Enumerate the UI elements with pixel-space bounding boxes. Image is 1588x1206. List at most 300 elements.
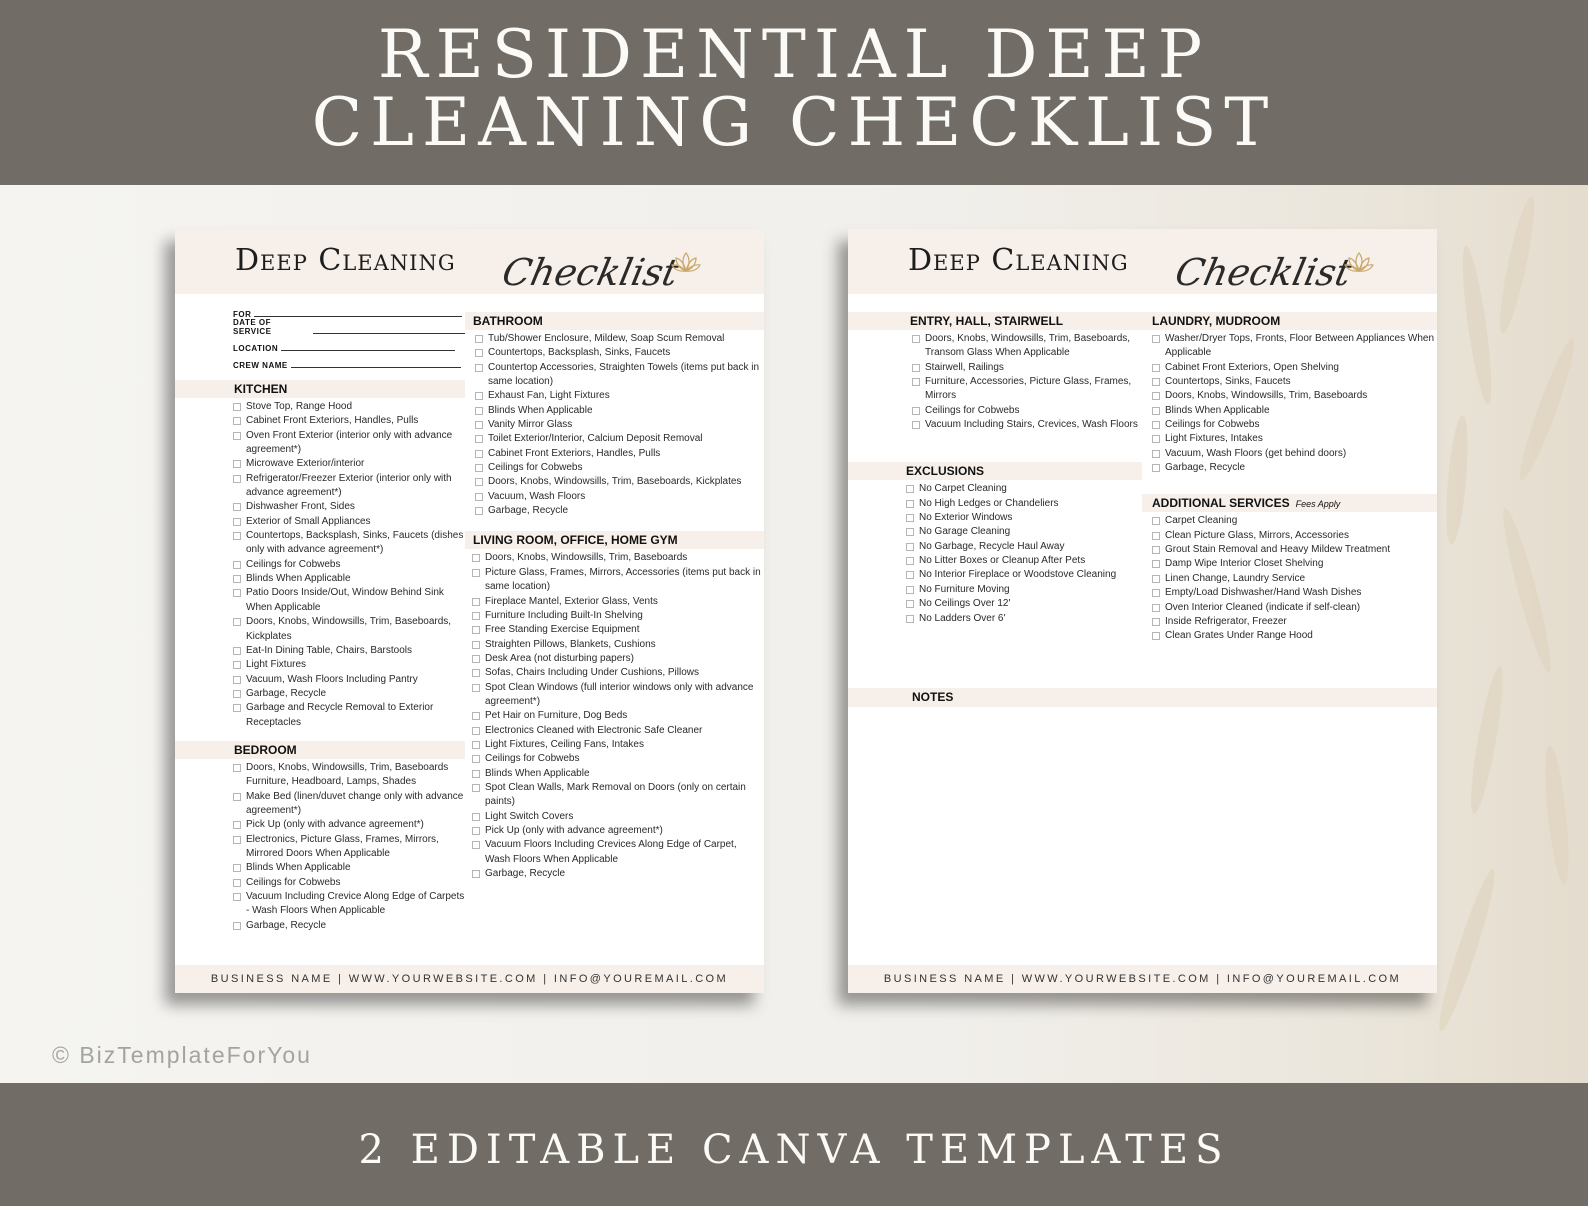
checkbox[interactable] bbox=[1152, 517, 1160, 525]
checkbox[interactable] bbox=[233, 403, 241, 411]
checkbox[interactable] bbox=[912, 364, 920, 372]
page-header bbox=[175, 229, 764, 294]
checklist-item-label: Ceilings for Cobwebs bbox=[485, 753, 580, 765]
checklist-item bbox=[1152, 586, 1437, 600]
checkbox[interactable] bbox=[912, 335, 920, 343]
checklist-item-label: Ceilings for Cobwebs bbox=[246, 876, 341, 888]
checklist-item bbox=[906, 511, 1142, 525]
checklist-item bbox=[233, 429, 465, 458]
checklist-item-label: Vacuum Floors Including Crevices Along Edge of Carpet, Wash Floors When Applicable bbox=[485, 839, 737, 865]
checkbox[interactable] bbox=[233, 460, 241, 468]
checkbox[interactable] bbox=[233, 647, 241, 655]
checklist-item-label: Picture Glass, Frames, Mirrors, Accessories (items put back in same location) bbox=[485, 566, 761, 593]
checklist-item-label: Stove Top, Range Hood bbox=[246, 401, 353, 412]
checkbox[interactable] bbox=[472, 569, 480, 577]
page-title-script: Checklist bbox=[498, 251, 683, 294]
checkbox[interactable] bbox=[472, 741, 480, 749]
fees-apply-note: Fees Apply bbox=[1295, 499, 1341, 510]
banner-title-line1: RESIDENTIAL DEEP bbox=[377, 16, 1211, 93]
checklist-item bbox=[233, 414, 465, 428]
checklist-item-label: Pick Up (only with advance agreement*) bbox=[485, 825, 663, 836]
checkbox[interactable] bbox=[472, 712, 480, 720]
checklist-item bbox=[906, 554, 1142, 568]
checkbox[interactable] bbox=[233, 561, 241, 569]
checklist-item-label: Patio Doors Inside/Out, Window Behind Sink When Applicable bbox=[246, 587, 444, 613]
checkbox[interactable] bbox=[906, 528, 914, 536]
checklist-item bbox=[472, 652, 764, 666]
field-crew-name[interactable]: CREW NAME bbox=[233, 353, 465, 370]
checkbox[interactable] bbox=[472, 841, 480, 849]
checklist-item bbox=[475, 461, 764, 475]
checklist-item-label: Blinds When Applicable bbox=[488, 404, 593, 416]
field-date-of-service[interactable]: DATE OF SERVICE bbox=[233, 319, 465, 336]
checklist-item-label: Doors, Knobs, Windowsills, Trim, Baseboards, Transom Glass When Applicable bbox=[925, 333, 1131, 359]
checkbox[interactable] bbox=[475, 435, 483, 443]
checklist-page-2 bbox=[848, 229, 1437, 993]
checkbox[interactable] bbox=[1152, 560, 1160, 568]
checkbox[interactable] bbox=[233, 764, 241, 772]
copyright-watermark: © BizTemplateForYou bbox=[52, 1042, 312, 1068]
checklist-item bbox=[233, 919, 465, 933]
checklist-item-label: Vacuum, Wash Floors bbox=[488, 490, 586, 502]
checkbox[interactable] bbox=[906, 586, 914, 594]
checkbox[interactable] bbox=[912, 407, 920, 415]
checklist-item bbox=[1152, 615, 1437, 629]
checklist-item bbox=[475, 346, 764, 360]
checklist-page-1 bbox=[175, 229, 764, 993]
checklist-item bbox=[233, 890, 465, 919]
checklist-item bbox=[472, 595, 764, 609]
checklist-item-label: Countertop Accessories, Straighten Towels (items put back in same location) bbox=[488, 361, 760, 388]
checkbox[interactable] bbox=[472, 655, 480, 663]
page-header bbox=[848, 229, 1437, 294]
checklist-item bbox=[233, 558, 465, 572]
checkbox[interactable] bbox=[472, 669, 480, 677]
checkbox[interactable] bbox=[472, 626, 480, 634]
checklist-item bbox=[1152, 389, 1437, 403]
lotus-icon bbox=[1344, 251, 1374, 275]
checklist-item-label: Garbage, Recycle bbox=[485, 868, 566, 880]
checklist-item bbox=[233, 833, 465, 862]
banner-title-line2: CLEANING CHECKLIST bbox=[311, 84, 1277, 161]
checkbox[interactable] bbox=[475, 349, 483, 357]
checklist-item-label: Cabinet Front Exteriors, Open Shelving bbox=[1165, 361, 1339, 373]
notes-heading: NOTES bbox=[848, 688, 1437, 707]
checklist-item-label: No Furniture Moving bbox=[919, 583, 1010, 595]
checklist-item bbox=[233, 687, 465, 701]
checklist-item-label: Blinds When Applicable bbox=[485, 767, 590, 779]
living-room-heading: LIVING ROOM, OFFICE, HOME GYM bbox=[465, 531, 764, 549]
checklist-item-label: Empty/Load Dishwasher/Hand Wash Dishes bbox=[1165, 587, 1362, 599]
checklist-item bbox=[475, 504, 764, 518]
bedroom-heading: BEDROOM bbox=[175, 741, 465, 759]
checklist-item-label: No Carpet Cleaning bbox=[919, 483, 1007, 495]
checkbox[interactable] bbox=[233, 793, 241, 801]
checklist-item bbox=[233, 586, 465, 615]
checkbox[interactable] bbox=[475, 464, 483, 472]
checkbox[interactable] bbox=[1152, 618, 1160, 626]
checkbox[interactable] bbox=[906, 485, 914, 493]
checklist-item bbox=[906, 540, 1142, 554]
checklist-item bbox=[233, 572, 465, 586]
checkbox[interactable] bbox=[475, 392, 483, 400]
checklist-item bbox=[906, 568, 1142, 582]
checklist-item-label: Countertops, Sinks, Faucets bbox=[1165, 376, 1291, 388]
checkbox[interactable] bbox=[1152, 575, 1160, 583]
checklist-item-label: Ceilings for Cobwebs bbox=[488, 462, 583, 474]
checklist-item-label: No Garbage, Recycle Haul Away bbox=[919, 540, 1065, 552]
checkbox[interactable] bbox=[1152, 435, 1160, 443]
checklist-item-label: No Exterior Windows bbox=[919, 512, 1013, 524]
checklist-item-label: Electronics, Picture Glass, Frames, Mirrors, Mirrored Doors When Applicable bbox=[246, 833, 439, 859]
checkbox[interactable] bbox=[912, 378, 920, 386]
checkbox[interactable] bbox=[233, 836, 241, 844]
checklist-item-label: Light Switch Covers bbox=[485, 810, 574, 822]
checklist-item bbox=[475, 389, 764, 403]
checklist-item bbox=[1152, 332, 1437, 361]
checklist-item-label: Countertops, Backsplash, Sinks, Faucets (dishes only with advance agreement*) bbox=[246, 530, 464, 556]
checklist-item bbox=[472, 867, 764, 881]
checklist-item-label: Tub/Shower Enclosure, Mildew, Soap Scum Removal bbox=[488, 333, 725, 344]
checklist-item bbox=[472, 752, 764, 766]
checklist-item bbox=[1152, 572, 1437, 586]
checklist-item bbox=[475, 418, 764, 432]
checklist-item-label: Cabinet Front Exteriors, Handles, Pulls bbox=[246, 415, 419, 427]
checklist-item-label: Eat-In Dining Table, Chairs, Barstools bbox=[246, 644, 413, 656]
entry-list bbox=[848, 330, 1142, 432]
checklist-item bbox=[233, 701, 465, 730]
checklist-item bbox=[912, 332, 1142, 361]
checklist-item-label: Electronics Cleaned with Electronic Safe Cleaner bbox=[485, 724, 703, 736]
checklist-item bbox=[233, 861, 465, 875]
checklist-item-label: Garbage, Recycle bbox=[1165, 462, 1246, 474]
checkbox[interactable] bbox=[475, 335, 483, 343]
checklist-item bbox=[1152, 557, 1437, 571]
checkbox[interactable] bbox=[233, 893, 241, 901]
checkbox[interactable] bbox=[1152, 378, 1160, 386]
checklist-item bbox=[472, 666, 764, 680]
checklist-item bbox=[472, 566, 764, 595]
page-footer: BUSINESS NAME | WWW.YOURWEBSITE.COM | INFO@YOUREMAIL.COM bbox=[848, 965, 1437, 993]
checkbox[interactable] bbox=[1152, 335, 1160, 343]
checklist-item bbox=[1152, 629, 1437, 643]
checklist-item bbox=[912, 361, 1142, 375]
checkbox[interactable] bbox=[472, 755, 480, 763]
checkbox[interactable] bbox=[906, 543, 914, 551]
checkbox[interactable] bbox=[472, 554, 480, 562]
checkbox[interactable] bbox=[475, 507, 483, 515]
checkbox[interactable] bbox=[906, 500, 914, 508]
checkbox[interactable] bbox=[475, 450, 483, 458]
checkbox[interactable] bbox=[233, 532, 241, 540]
checklist-item-label: Oven Front Exterior (interior only with advance agreement*) bbox=[246, 429, 453, 456]
checkbox[interactable] bbox=[1152, 589, 1160, 597]
checklist-item bbox=[475, 404, 764, 418]
checklist-item-label: Blinds When Applicable bbox=[1165, 404, 1270, 416]
checklist-item bbox=[1152, 418, 1437, 432]
service-info-fields bbox=[175, 294, 465, 370]
checklist-item-label: Vanity Mirror Glass bbox=[488, 419, 573, 431]
checklist-item-label: Pick Up (only with advance agreement*) bbox=[246, 819, 424, 831]
checklist-item-label: Make Bed (linen/duvet change only with advance agreement*) bbox=[246, 790, 464, 816]
checkbox[interactable] bbox=[233, 864, 241, 872]
checklist-item-label: Spot Clean Windows (full interior windows only with advance agreement*) bbox=[485, 681, 754, 707]
checklist-item-label: Doors, Knobs, Windowsills, Trim, Baseboards bbox=[485, 552, 688, 564]
checkbox[interactable] bbox=[1152, 604, 1160, 612]
checkbox[interactable] bbox=[233, 676, 241, 684]
checklist-item-label: Inside Refrigerator, Freezer bbox=[1165, 615, 1287, 627]
checklist-item bbox=[233, 876, 465, 890]
checkbox[interactable] bbox=[472, 770, 480, 778]
checklist-item-label: Toilet Exterior/Interior, Calcium Deposit Removal bbox=[488, 433, 703, 445]
checkbox[interactable] bbox=[1152, 532, 1160, 540]
checkbox[interactable] bbox=[472, 598, 480, 606]
checkbox[interactable] bbox=[233, 475, 241, 483]
checkbox[interactable] bbox=[1152, 407, 1160, 415]
checklist-item bbox=[233, 658, 465, 672]
lotus-icon bbox=[671, 251, 701, 275]
checklist-item bbox=[233, 761, 465, 790]
checkbox[interactable] bbox=[906, 571, 914, 579]
checkbox[interactable] bbox=[472, 727, 480, 735]
checklist-item bbox=[233, 673, 465, 687]
checkbox[interactable] bbox=[233, 503, 241, 511]
checklist-item-label: No High Ledges or Chandeliers bbox=[919, 497, 1059, 509]
checklist-item bbox=[1152, 529, 1437, 543]
checklist-item bbox=[1152, 461, 1437, 475]
checkbox[interactable] bbox=[1152, 546, 1160, 554]
entry-heading: ENTRY, HALL, STAIRWELL bbox=[848, 312, 1142, 330]
checklist-item-label: Microwave Exterior/interior bbox=[246, 458, 365, 470]
bottom-banner-title: 2 EDITABLE CANVA TEMPLATES bbox=[358, 1127, 1230, 1173]
checklist-item bbox=[472, 810, 764, 824]
checklist-item-label: No Litter Boxes or Cleanup After Pets bbox=[919, 555, 1086, 567]
checkbox[interactable] bbox=[233, 618, 241, 626]
checkbox[interactable] bbox=[912, 421, 920, 429]
page-title-script: Checklist bbox=[1171, 251, 1356, 294]
checkbox[interactable] bbox=[475, 493, 483, 501]
checklist-item bbox=[1152, 375, 1437, 389]
checklist-item bbox=[475, 361, 764, 390]
checklist-item-label: Ceilings for Cobwebs bbox=[925, 404, 1020, 416]
checklist-item bbox=[475, 332, 764, 346]
page-title: Deep Cleaning bbox=[908, 243, 1129, 278]
checklist-item-label: Furniture Including Built-In Shelving bbox=[485, 609, 643, 621]
bathroom-list bbox=[465, 330, 764, 518]
checkbox[interactable] bbox=[472, 813, 480, 821]
checkbox[interactable] bbox=[233, 518, 241, 526]
checklist-item-label: Vacuum, Wash Floors Including Pantry bbox=[246, 673, 418, 685]
checklist-item-label: Vacuum, Wash Floors (get behind doors) bbox=[1165, 447, 1347, 459]
checkbox[interactable] bbox=[233, 922, 241, 930]
laundry-list bbox=[1142, 330, 1437, 475]
checklist-item-label: Damp Wipe Interior Closet Shelving bbox=[1165, 558, 1324, 570]
page-title: Deep Cleaning bbox=[235, 243, 456, 278]
checklist-item bbox=[233, 644, 465, 658]
checklist-item bbox=[912, 404, 1142, 418]
checklist-item bbox=[912, 375, 1142, 404]
checklist-item-label: Garbage, Recycle bbox=[246, 919, 327, 931]
field-location[interactable]: LOCATION bbox=[233, 336, 465, 353]
checklist-item-label: Garbage, Recycle bbox=[488, 505, 569, 517]
checklist-item-label: Countertops, Backsplash, Sinks, Faucets bbox=[488, 347, 671, 359]
checklist-item bbox=[906, 612, 1142, 626]
laundry-heading: LAUNDRY, MUDROOM bbox=[1142, 312, 1437, 330]
checkbox[interactable] bbox=[906, 514, 914, 522]
checkbox[interactable] bbox=[1152, 364, 1160, 372]
checklist-item-label: Light Fixtures, Ceiling Fans, Intakes bbox=[485, 738, 644, 750]
field-for[interactable]: FOR bbox=[233, 302, 465, 319]
checklist-item-label: Free Standing Exercise Equipment bbox=[485, 624, 640, 636]
checklist-item bbox=[472, 724, 764, 738]
checklist-item-label: Garbage and Recycle Removal to Exterior Receptacles bbox=[246, 702, 434, 728]
checklist-item-label: Furniture, Accessories, Picture Glass, Frames, Mirrors bbox=[925, 376, 1132, 402]
checkbox[interactable] bbox=[472, 612, 480, 620]
checklist-item bbox=[472, 767, 764, 781]
checkbox[interactable] bbox=[233, 821, 241, 829]
checklist-item-label: Ceilings for Cobwebs bbox=[1165, 419, 1260, 431]
checklist-item bbox=[472, 709, 764, 723]
checklist-item bbox=[475, 432, 764, 446]
checklist-item-label: No Ladders Over 6' bbox=[919, 612, 1006, 624]
checkbox[interactable] bbox=[475, 407, 483, 415]
checkbox[interactable] bbox=[472, 827, 480, 835]
checklist-item bbox=[233, 472, 465, 501]
checklist-item bbox=[233, 500, 465, 514]
checkbox[interactable] bbox=[233, 589, 241, 597]
checklist-item bbox=[475, 490, 764, 504]
checklist-item bbox=[475, 447, 764, 461]
checklist-item-label: Spot Clean Walls, Mark Removal on Doors (only on certain paints) bbox=[485, 781, 746, 808]
checklist-item-label: Ceilings for Cobwebs bbox=[246, 558, 341, 570]
checklist-item bbox=[1152, 543, 1437, 557]
checkbox[interactable] bbox=[1152, 421, 1160, 429]
checklist-item-label: Desk Area (not disturbing papers) bbox=[485, 652, 634, 664]
checklist-item-label: Light Fixtures bbox=[246, 659, 307, 671]
checklist-item-label: Clean Picture Glass, Mirrors, Accessories bbox=[1165, 529, 1349, 541]
checkbox[interactable] bbox=[233, 575, 241, 583]
checklist-item bbox=[472, 738, 764, 752]
page-footer: BUSINESS NAME | WWW.YOURWEBSITE.COM | INFO@YOUREMAIL.COM bbox=[175, 965, 764, 993]
checkbox[interactable] bbox=[233, 879, 241, 887]
checklist-item bbox=[906, 497, 1142, 511]
checklist-item-label: No Garage Cleaning bbox=[919, 526, 1011, 538]
checkbox[interactable] bbox=[233, 661, 241, 669]
checkbox[interactable] bbox=[472, 684, 480, 692]
checkbox[interactable] bbox=[906, 600, 914, 608]
kitchen-list bbox=[175, 398, 465, 730]
checkbox[interactable] bbox=[475, 364, 483, 372]
checklist-item-label: Washer/Dryer Tops, Fronts, Floor Between Appliances When Applicable bbox=[1165, 333, 1435, 359]
checklist-item-label: Light Fixtures, Intakes bbox=[1165, 433, 1263, 445]
checklist-item bbox=[233, 529, 465, 558]
checklist-item-label: Fireplace Mantel, Exterior Glass, Vents bbox=[485, 595, 658, 607]
bedroom-list bbox=[175, 759, 465, 933]
checklist-item bbox=[472, 681, 764, 710]
checklist-item bbox=[1152, 361, 1437, 375]
checkbox[interactable] bbox=[472, 784, 480, 792]
checklist-item-label: Doors, Knobs, Windowsills, Trim, Baseboards, Kickplates bbox=[488, 476, 742, 488]
checkbox[interactable] bbox=[472, 641, 480, 649]
additional-services-list bbox=[1142, 512, 1437, 643]
checklist-item-label: Straighten Pillows, Blankets, Cushions bbox=[485, 638, 656, 650]
checklist-item-label: Cabinet Front Exteriors, Handles, Pulls bbox=[488, 447, 661, 459]
checklist-item bbox=[475, 475, 764, 489]
checklist-item-label: Grout Stain Removal and Heavy Mildew Treatment bbox=[1165, 544, 1391, 556]
checkbox[interactable] bbox=[233, 417, 241, 425]
checkbox[interactable] bbox=[233, 432, 241, 440]
checkbox[interactable] bbox=[472, 870, 480, 878]
checkbox[interactable] bbox=[1152, 392, 1160, 400]
checklist-item-label: Doors, Knobs, Windowsills, Trim, Baseboards, Kickplates bbox=[246, 616, 452, 642]
checklist-item bbox=[1152, 601, 1437, 615]
checklist-item bbox=[233, 615, 465, 644]
kitchen-heading: KITCHEN bbox=[175, 380, 465, 398]
bathroom-heading: BATHROOM bbox=[465, 312, 764, 330]
checkbox[interactable] bbox=[233, 690, 241, 698]
checklist-item-label: Blinds When Applicable bbox=[246, 573, 351, 585]
checklist-item-label: Sofas, Chairs Including Under Cushions, Pillows bbox=[485, 667, 699, 679]
checkbox[interactable] bbox=[475, 478, 483, 486]
exclusions-heading: EXCLUSIONS bbox=[848, 462, 1142, 480]
additional-services-heading: ADDITIONAL SERVICES Fees Apply bbox=[1142, 494, 1437, 512]
checklist-item-label: Blinds When Applicable bbox=[246, 862, 351, 874]
checklist-item bbox=[1152, 404, 1437, 418]
checkbox[interactable] bbox=[1152, 632, 1160, 640]
checklist-item bbox=[472, 609, 764, 623]
checkbox[interactable] bbox=[233, 704, 241, 712]
checklist-item-label: Doors, Knobs, Windowsills, Trim, Baseboards Furniture, Headboard, Lamps, Shades bbox=[246, 761, 449, 788]
checklist-item bbox=[906, 482, 1142, 496]
checkbox[interactable] bbox=[475, 421, 483, 429]
checklist-item-label: No Interior Fireplace or Woodstove Cleaning bbox=[919, 569, 1117, 581]
checkbox[interactable] bbox=[906, 557, 914, 565]
checklist-item-label: Garbage, Recycle bbox=[246, 687, 327, 699]
checklist-item bbox=[1152, 514, 1437, 528]
checklist-item bbox=[233, 790, 465, 819]
checkbox[interactable] bbox=[1152, 450, 1160, 458]
checkbox[interactable] bbox=[1152, 464, 1160, 472]
checklist-item bbox=[233, 515, 465, 529]
checklist-item-label: Pet Hair on Furniture, Dog Beds bbox=[485, 710, 628, 722]
checklist-item bbox=[472, 638, 764, 652]
checklist-item bbox=[233, 457, 465, 471]
checklist-item bbox=[233, 400, 465, 414]
checklist-item bbox=[472, 781, 764, 810]
checkbox[interactable] bbox=[906, 615, 914, 623]
checklist-item-label: Stairwell, Railings bbox=[925, 361, 1004, 373]
checklist-item bbox=[906, 583, 1142, 597]
checklist-item bbox=[912, 418, 1142, 432]
checklist-item-label: Oven Interior Cleaned (indicate if self-clean) bbox=[1165, 601, 1361, 613]
checklist-item bbox=[233, 818, 465, 832]
checklist-item-label: Exterior of Small Appliances bbox=[246, 515, 371, 527]
checklist-item-label: Doors, Knobs, Windowsills, Trim, Baseboards bbox=[1165, 390, 1368, 402]
checklist-item bbox=[472, 838, 764, 867]
checklist-item-label: Vacuum Including Crevice Along Edge of Carpets - Wash Floors When Applicable bbox=[246, 891, 465, 917]
checklist-item bbox=[472, 623, 764, 637]
living-room-list bbox=[465, 549, 764, 881]
checklist-item bbox=[1152, 447, 1437, 461]
checklist-item-label: Refrigerator/Freezer Exterior (interior only with advance agreement*) bbox=[246, 472, 452, 499]
checklist-item bbox=[906, 597, 1142, 611]
checklist-item-label: Carpet Cleaning bbox=[1165, 515, 1238, 527]
checklist-item-label: No Ceilings Over 12' bbox=[919, 598, 1011, 610]
checklist-item bbox=[472, 824, 764, 838]
checklist-item-label: Vacuum Including Stairs, Crevices, Wash Floors bbox=[925, 419, 1138, 431]
checklist-item bbox=[906, 525, 1142, 539]
checklist-item-label: Exhaust Fan, Light Fixtures bbox=[488, 390, 610, 402]
